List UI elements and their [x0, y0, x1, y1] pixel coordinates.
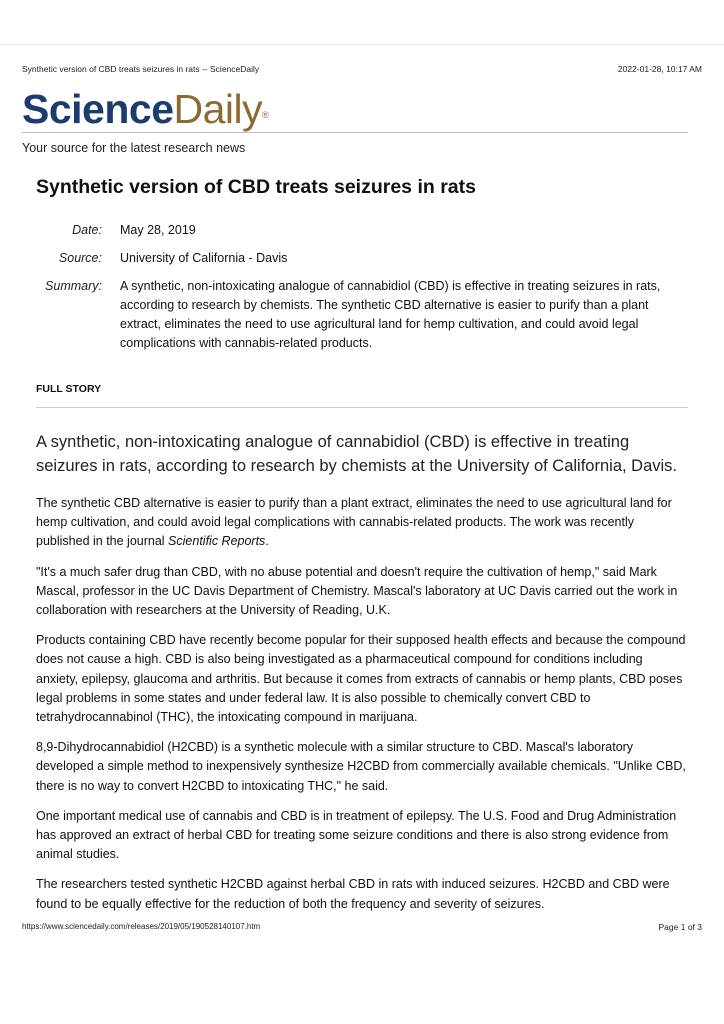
logo-science-text: Science — [22, 86, 174, 132]
print-footer-page-number: Page 1 of 3 — [658, 922, 702, 932]
paragraph — [36, 494, 686, 552]
print-header-title: Synthetic version of CBD treats seizures in rats -- ScienceDaily — [22, 64, 260, 74]
date-label: Date: — [72, 223, 102, 237]
paragraph: 8,9-Dihydrocannabidiol (H2CBD) is a synthetic molecule with a similar structure to CBD. Mascal's laboratory developed a simple method to inexpensively synthesize H2CBD from commercially available chemicals. "Unlike CBD, there is no way to convert H2CBD to intoxicating THC," he said. — [36, 740, 686, 793]
article-title: Synthetic version of CBD treats seizures in rats — [36, 176, 476, 198]
logo-daily-text: Daily — [173, 86, 263, 132]
journal-name: Scientific Reports — [168, 534, 266, 549]
full-story-divider — [36, 407, 688, 408]
paragraph-text-end: . — [265, 534, 269, 549]
date-value: May 28, 2019 — [120, 223, 196, 237]
registered-mark: ® — [262, 110, 269, 120]
source-value: University of California - Davis — [120, 251, 288, 265]
sciencedaily-logo[interactable] — [22, 86, 268, 132]
summary-label: Summary: — [45, 279, 102, 293]
source-label: Source: — [58, 251, 102, 265]
article-body — [36, 494, 686, 925]
paragraph-text: The synthetic CBD alternative is easier to purify than a plant extract, eliminates the need to use agricultural land for hemp cultivation, and could avoid legal complications with cannabis-related products. The work was recently published in the journal — [36, 496, 672, 549]
print-footer-url: https://www.sciencedaily.com/releases/2019/05/190528140107.htm — [22, 922, 261, 931]
paragraph: One important medical use of cannabis and CBD is in treatment of epilepsy. The U.S. Food and Drug Administration has approved an extract of herbal CBD for treating some seizure conditions and there is also strong evidence from animal studies. — [36, 808, 677, 862]
paragraph: Products containing CBD have recently become popular for their supposed health effects and because the compound does not cause a high. CBD is also being investigated as a pharmaceutical compound for conditions including anxiety, epilepsy, glaucoma and arthritis. But because it comes from extracts of cannabis or hemp plants, CBD poses legal problems in some states and under federal law. It is also possible to chemically convert CBD to tetrahydrocannabinol (THC), the intoxicating compound in marijuana. — [36, 633, 686, 725]
summary-value: A synthetic, non-intoxicating analogue of cannabidiol (CBD) is effective in treating seizures in rats, according to research by chemists. The synthetic CBD alternative is easier to purify than a plant extract, eliminates the need to use agricultural land for hemp cultivation, and could avoid legal complications with cannabis-related products. — [120, 279, 661, 350]
logo-divider — [22, 132, 688, 133]
print-header-datetime: 2022-01-28, 10:17 AM — [617, 64, 702, 74]
paragraph: The researchers tested synthetic H2CBD against herbal CBD in rats with induced seizures. H2CBD and CBD were found to be equally effective for the reduction of both the frequency and severity of seizures. — [36, 877, 670, 911]
full-story-heading: FULL STORY — [36, 383, 102, 395]
article-lead: A synthetic, non-intoxicating analogue of cannabidiol (CBD) is effective in treating seizures in rats, according to research by chemists at the University of California, Davis. — [36, 433, 678, 475]
site-tagline: Your source for the latest research news — [22, 141, 246, 155]
page-top-divider — [0, 44, 724, 45]
paragraph: "It's a much safer drug than CBD, with no abuse potential and doesn't require the cultivation of hemp," said Mark Mascal, professor in the UC Davis Department of Chemistry. Mascal's laboratory at UC Davis carried out the work in collaboration with researchers at the University of Reading, U.K. — [36, 564, 678, 618]
